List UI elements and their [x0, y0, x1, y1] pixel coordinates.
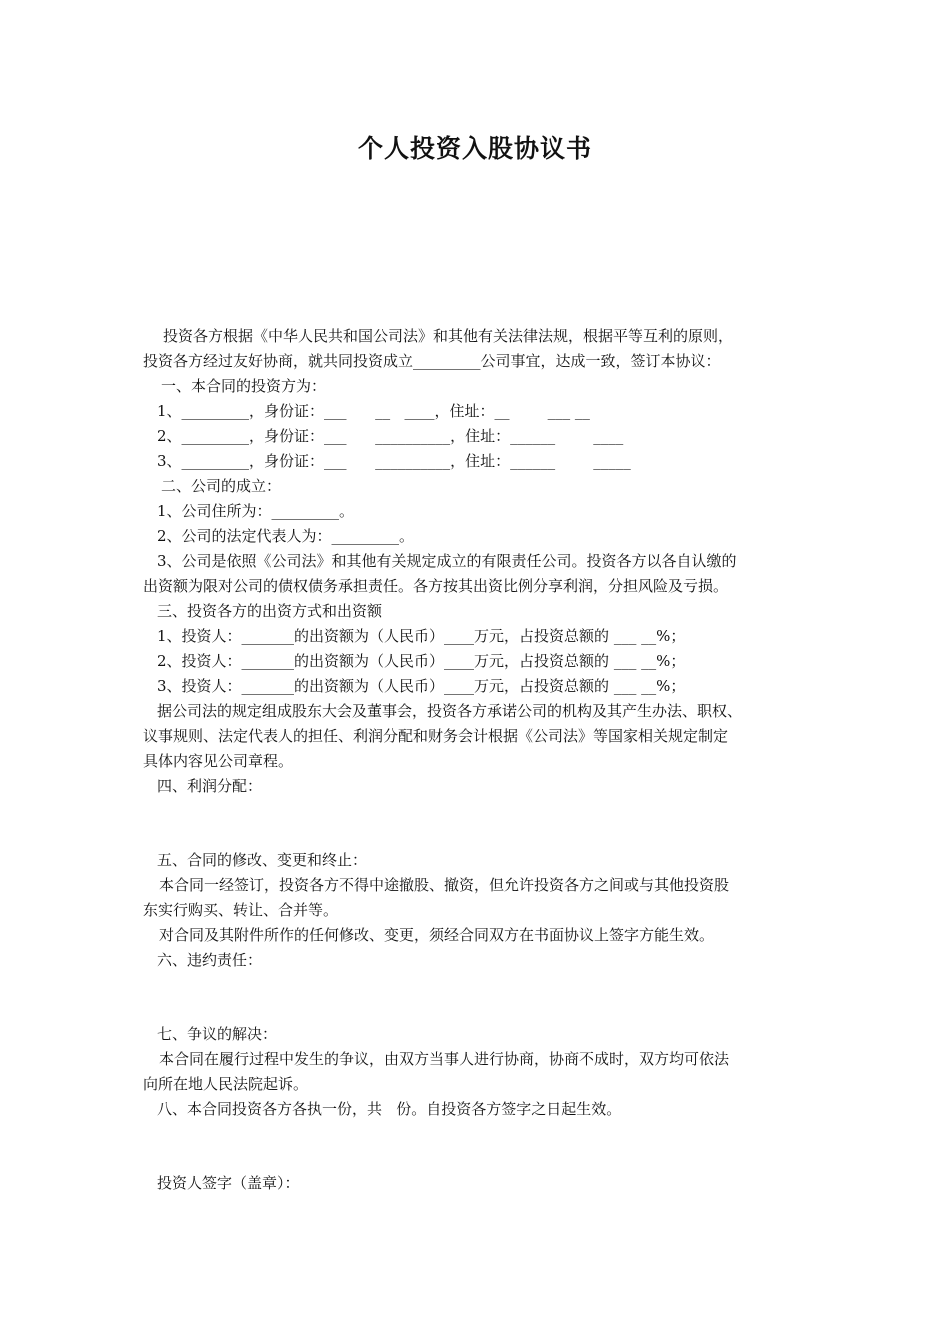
- text-line: 对合同及其附件所作的任何修改、变更，须经合同双方在书面协议上签字方能生效。: [159, 926, 715, 944]
- text-line: 1、公司住所为：_________。: [157, 502, 355, 520]
- section-heading: 四、利润分配：: [157, 777, 263, 795]
- text-line: 本合同在履行过程中发生的争议，由双方当事人进行协商，协商不成时，双方均可依法: [159, 1050, 730, 1068]
- section-heading: 七、争议的解决：: [157, 1025, 278, 1043]
- text-line: 据公司法的规定组成股东大会及董事会，投资各方承诺公司的机构及其产生办法、职权、: [157, 702, 743, 720]
- text-line: 投资各方根据《中华人民共和国公司法》和其他有关法律法规，根据平等互利的原则，: [163, 327, 734, 345]
- text-line: 3、投资人：_______的出资额为（人民币）____万元，占投资总额的 ___ __%；: [157, 677, 686, 695]
- signature-label: 投资人签字（盖章）：: [157, 1174, 300, 1192]
- text-line: 东实行购买、转让、合并等。: [143, 901, 339, 919]
- section-heading: 八、本合同投资各方各执一份，共 份。自投资各方签字之日起生效。: [157, 1100, 622, 1118]
- text-line: 3、公司是依照《公司法》和其他有关规定成立的有限责任公司。投资各方以各自认缴的: [157, 552, 737, 570]
- text-line: 投资各方经过友好协商，就共同投资成立_________公司事宜，达成一致，签订本协议：: [143, 352, 721, 370]
- document-title: 个人投资入股协议书: [357, 134, 592, 163]
- section-heading: 二、公司的成立：: [161, 477, 282, 495]
- section-heading: 六、违约责任：: [157, 951, 263, 969]
- text-line: 具体内容见公司章程。: [143, 752, 294, 770]
- text-line: 2、_________，身份证：___ __________，住址：______ ____: [157, 427, 624, 445]
- text-line: 2、投资人：_______的出资额为（人民币）____万元，占投资总额的 ___ __%；: [157, 652, 686, 670]
- text-line: 向所在地人民法院起诉。: [143, 1075, 309, 1093]
- section-heading: 三、投资各方的出资方式和出资额: [157, 602, 383, 620]
- text-line: 本合同一经签订，投资各方不得中途撤股、撤资，但允许投资各方之间或与其他投资股: [159, 876, 730, 894]
- text-line: 出资额为限对公司的债权债务承担责任。各方按其出资比例分享利润，分担风险及亏损。: [143, 577, 729, 595]
- text-line: 1、_________，身份证：___ __ ____，住址：__ ___ __: [157, 402, 590, 420]
- section-heading: 一、本合同的投资方为：: [161, 377, 327, 395]
- text-line: 1、投资人：_______的出资额为（人民币）____万元，占投资总额的 ___ __%；: [157, 627, 686, 645]
- text-line: 3、_________，身份证：___ __________，住址：______ _____: [157, 452, 631, 470]
- text-line: 2、公司的法定代表人为：_________。: [157, 527, 415, 545]
- text-line: 议事规则、法定代表人的担任、利润分配和财务会计根据《公司法》等国家相关规定制定: [143, 727, 729, 745]
- section-heading: 五、合同的修改、变更和终止：: [157, 851, 368, 869]
